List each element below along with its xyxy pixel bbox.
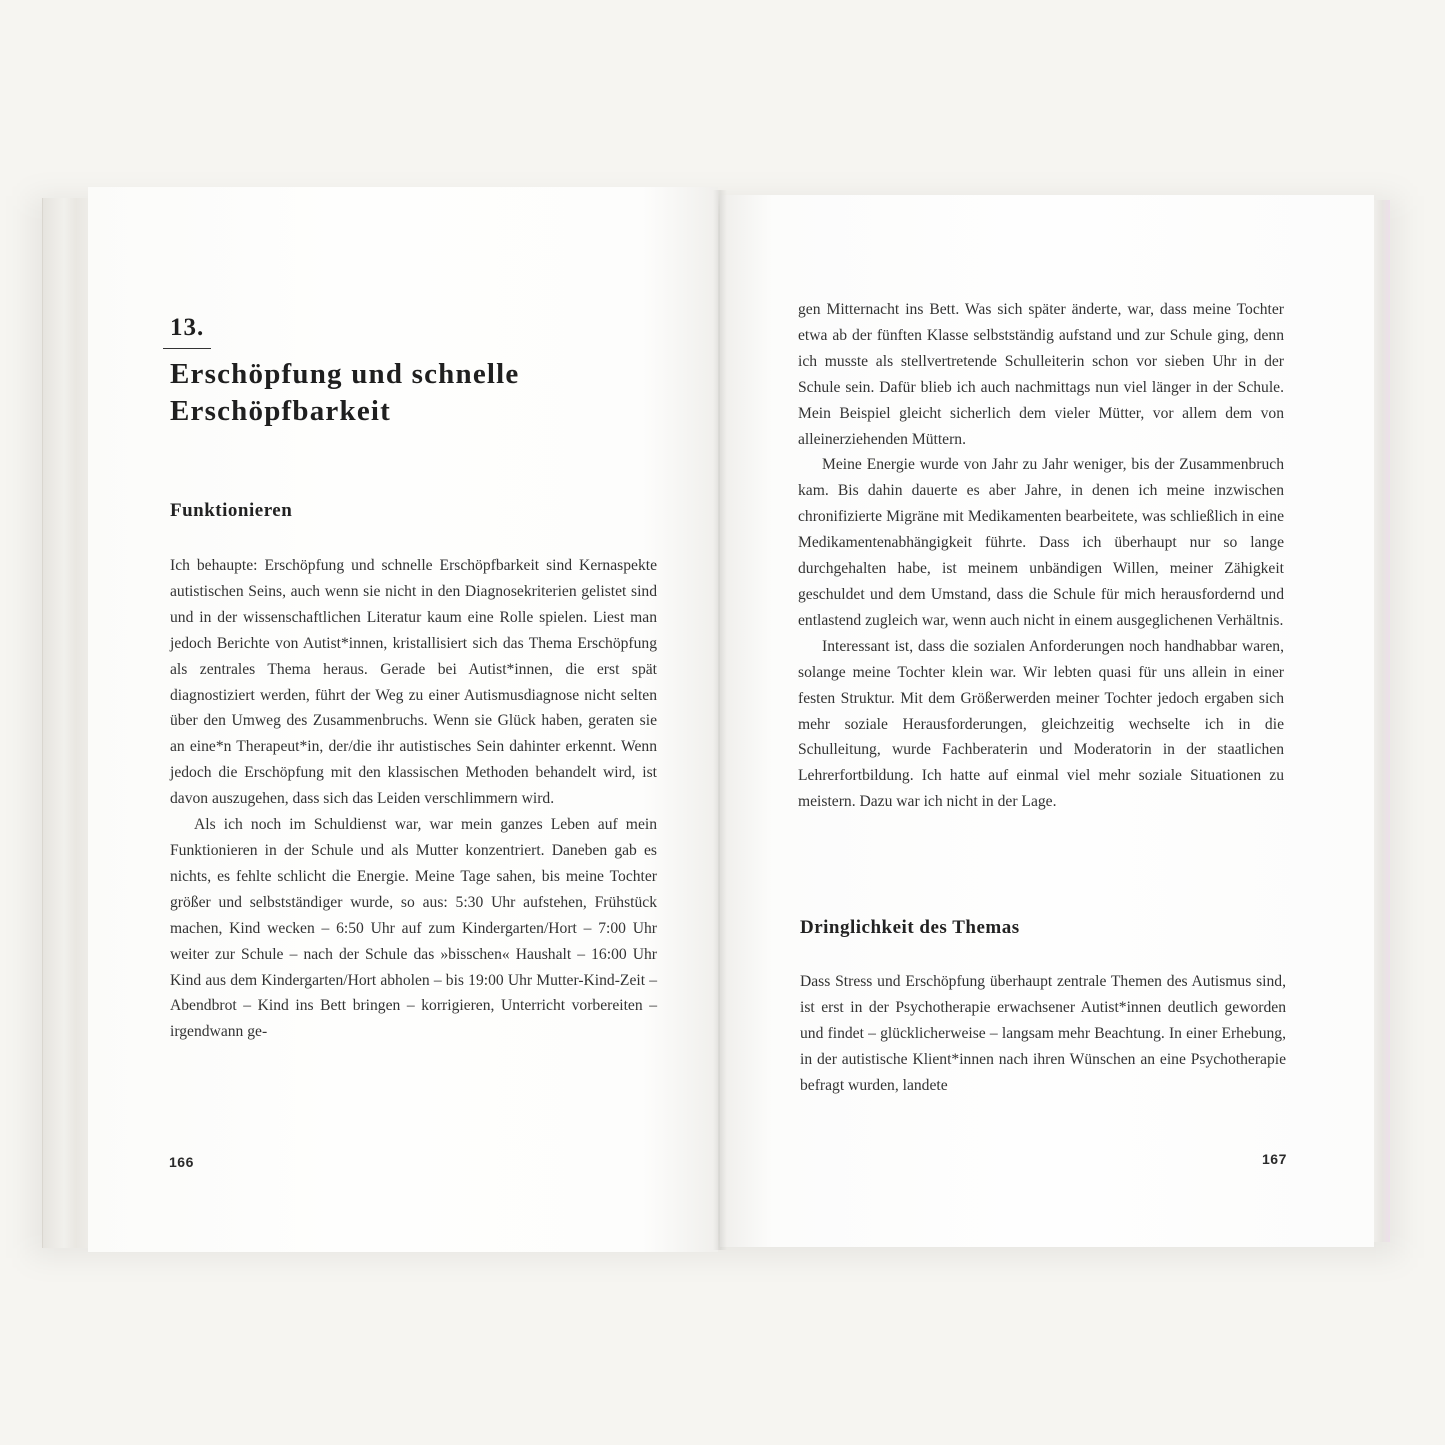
chapter-title: Erschöpfung und schnelle Erschöpfbarkeit: [170, 358, 520, 427]
section-heading-dringlichkeit: Dringlichkeit des Themas: [800, 917, 1020, 938]
paragraph: gen Mitternacht ins Bett. Was sich später änderte, war, dass meine Tochter etwa ab der fünften Klasse selbstständig aufstand und zur Schule ging, denn ich musste als stellvertretende Schulleiterin schon vor sieben Uhr in der Schule sein. Dafür blieb ich auch nachmittags nun viel länger in der Schule. Mein Beispiel gleicht sicherlich dem vieler Mütter, vor allem dem von alleinerziehenden Müttern.: [798, 301, 1284, 448]
paragraph: Interessant ist, dass die sozialen Anforderungen noch handhabbar waren, solange meine Tochter klein war. Wir lebten quasi für uns allein in einer festen Struktur. Mit dem Größerwerden meiner Tochter jedoch ergaben sich mehr soziale Herausforderungen, gleichzeitig wechselte ich in die Schulleitung, wurde Fachberaterin und Moderatorin in der staatlichen Lehrerfortbildung. Ich hatte auf einmal viel mehr soziale Situationen zu meistern. Dazu war ich nicht in der Lage.: [798, 637, 1284, 811]
chapter-number: 13.: [170, 314, 205, 341]
right-body-text-bottom: [800, 969, 1286, 1099]
paragraph: Meine Energie wurde von Jahr zu Jahr weniger, bis der Zusammenbruch kam. Bis dahin dauerte es aber Jahre, in denen ich meine inzwischen chronifizierte Migräne mit Medikamenten bearbeitete, was schließlich in eine Medikamentenabhängigkeit führte. Dass ich überhaupt nur so lange durchgehalten habe, ist meinem unbändigen Willen, meiner Zähigkeit geschuldet und dem Umstand, dass die Schule für mich herausfordernd und entlastend zugleich war, wenn auch nicht in einem ausgeglichenen Verhältnis.: [798, 456, 1284, 629]
paragraph: Dass Stress und Erschöpfung überhaupt zentrale Themen des Autismus sind, ist erst in der Psychotherapie erwachsener Autist*innen deutlich geworden und findet – glücklicherweise – langsam mehr Beachtung. In einer Erhebung, in der autistische Klient*innen nach ihren Wünschen an eine Psychotherapie befragt wurden, landete: [800, 973, 1286, 1094]
page-number-right: 167: [1262, 1151, 1287, 1167]
right-body-text-top: [798, 297, 1284, 815]
page-number-left: 166: [169, 1154, 194, 1170]
left-body-text: [170, 553, 657, 1045]
paragraph: Ich behaupte: Erschöpfung und schnelle Erschöpfbarkeit sind Kernaspekte autistischen Seins, auch wenn sie nicht in den Diagnosekriterien gelistet sind und in der wissenschaftlichen Literatur kaum eine Rolle spielen. Liest man jedoch Berichte von Autist*innen, kristallisiert sich das Thema Erschöpfung als zentrales Thema heraus. Gerade bei Autist*innen, die erst spät diagnostiziert werden, führt der Weg zu einer Autismusdiagnose nicht selten über den Umweg des Zusammenbruchs. Wenn sie Glück haben, geraten sie an eine*n Therapeut*in, der/die ihr autistisches Sein dahinter erkennt. Wenn jedoch die Erschöpfung mit den klassischen Methoden behandelt wird, ist davon auszugehen, dass sich das Leiden verschlimmern wird.: [170, 557, 657, 808]
chapter-rule: [163, 348, 211, 349]
book-gutter: [713, 190, 727, 1250]
section-heading-funktionieren: Funktionieren: [170, 500, 293, 521]
paragraph: Als ich noch im Schuldienst war, war mein ganzes Leben auf mein Funktionieren in der Schule und als Mutter konzentriert. Daneben gab es nichts, es fehlte schlicht die Energie. Meine Tage sahen, bis meine Tochter größer und selbstständiger wurde, so aus: 5:30 Uhr aufstehen, Frühstück machen, Kind wecken – 6:50 Uhr auf zum Kindergarten/Hort – 7:00 Uhr weiter zur Schule – nach der Schule das »bisschen« Haushalt – 16:00 Uhr Kind aus dem Kindergarten/Hort abholen – bis 19:00 Uhr Mutter-Kind-Zeit – Abendbrot – Kind ins Bett bringen – korrigieren, Unterricht vorbereiten – irgendwann ge-: [170, 816, 657, 1041]
